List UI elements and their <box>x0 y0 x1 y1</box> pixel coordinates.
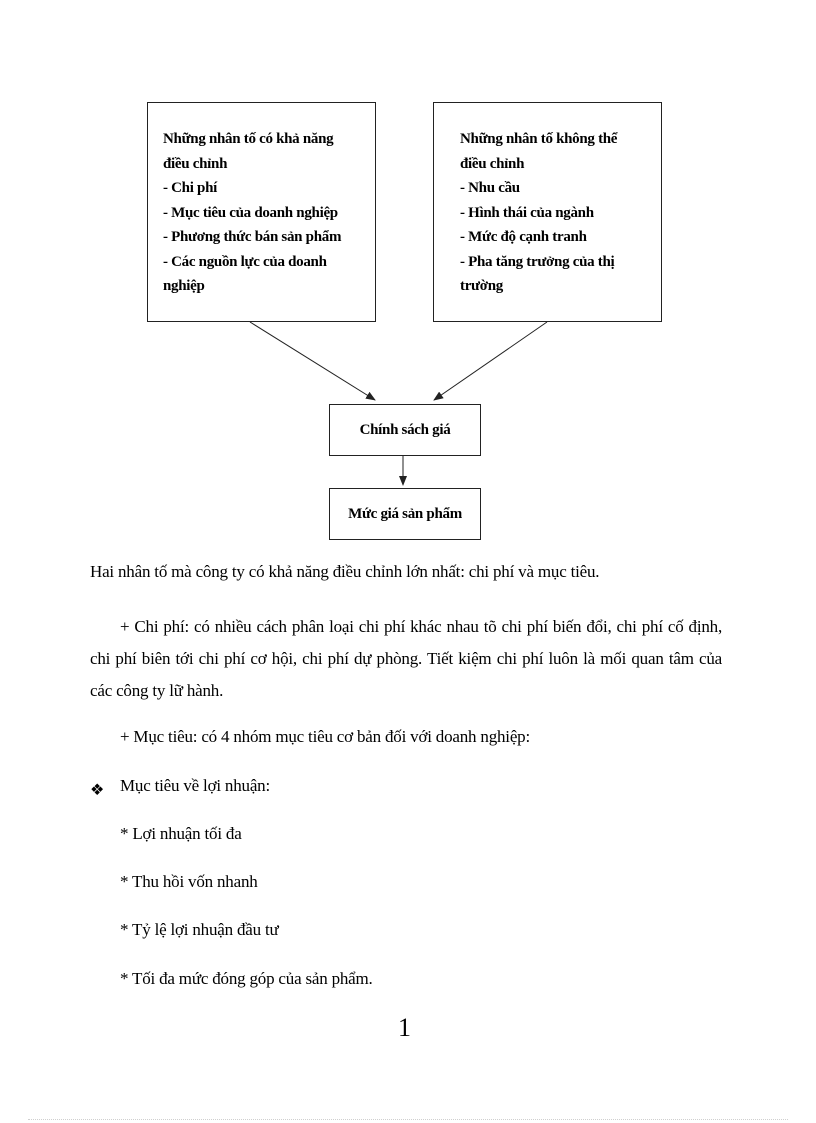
adjustable-item: - Các nguồn lực của doanh <box>163 253 327 270</box>
arrow-left-to-policy <box>250 322 375 400</box>
adjustable-item: nghiệp <box>163 278 205 294</box>
profit-item: * Thu hồi vốn nhanh <box>120 872 258 891</box>
non-adjustable-heading-line-1: Những nhân tố không thể <box>460 131 618 147</box>
non-adjustable-item: - Nhu cầu <box>460 180 520 196</box>
adjustable-item: - Mục tiêu của doanh nghiệp <box>163 204 338 221</box>
adjustable-item: - Phương thức bán sản phẩm <box>163 229 342 245</box>
pricing-policy-box <box>329 404 481 456</box>
adjustable-heading-line-1: Những nhân tố có khả năng <box>163 131 334 147</box>
profit-item: * Lợi nhuận tối đa <box>120 824 242 843</box>
arrow-right-to-policy <box>434 322 547 400</box>
diamond-bullet-icon: ❖ <box>90 782 105 799</box>
non-adjustable-item: - Hình thái của ngành <box>460 204 594 221</box>
product-price-label: Mức giá sản phẩm <box>348 505 462 522</box>
adjustable-heading-line-2: điều chỉnh <box>163 155 228 172</box>
product-price-box <box>329 488 481 540</box>
profit-item: * Tỷ lệ lợi nhuận đầu tư <box>120 920 279 939</box>
non-adjustable-item: trường <box>460 278 504 294</box>
goal-paragraph: + Mục tiêu: có 4 nhóm mục tiêu cơ bản đối với doanh nghiệp: <box>120 727 530 746</box>
non-adjustable-item: - Pha tăng trưởng của thị <box>460 253 615 270</box>
profit-goal-heading: Mục tiêu về lợi nhuận: <box>120 776 271 795</box>
non-adjustable-heading-line-2: điều chỉnh <box>460 155 525 172</box>
pricing-policy-label: Chính sách giá <box>359 421 451 438</box>
adjustable-item: - Chi phí <box>163 180 217 196</box>
non-adjustable-item: - Mức độ cạnh tranh <box>460 229 587 245</box>
cost-paragraph: + Chi phí: có nhiều cách phân loại chi phí khác nhau tõ chi phí biến đổi, chi phí cố định, chi phí biên tới chi phí cơ hội, chi phí dự phòng. Tiết kiệm chi phí luôn là mối quan tâm của các công ty lữ hành. <box>90 617 722 700</box>
profit-item: * Tối đa mức đóng góp của sản phẩm. <box>120 969 373 988</box>
page-number: 1 <box>398 1013 411 1042</box>
page-bottom-rule <box>28 1119 788 1120</box>
intro-sentence: Hai nhân tố mà công ty có khả năng điều chỉnh lớn nhất: chi phí và mục tiêu. <box>90 562 600 581</box>
